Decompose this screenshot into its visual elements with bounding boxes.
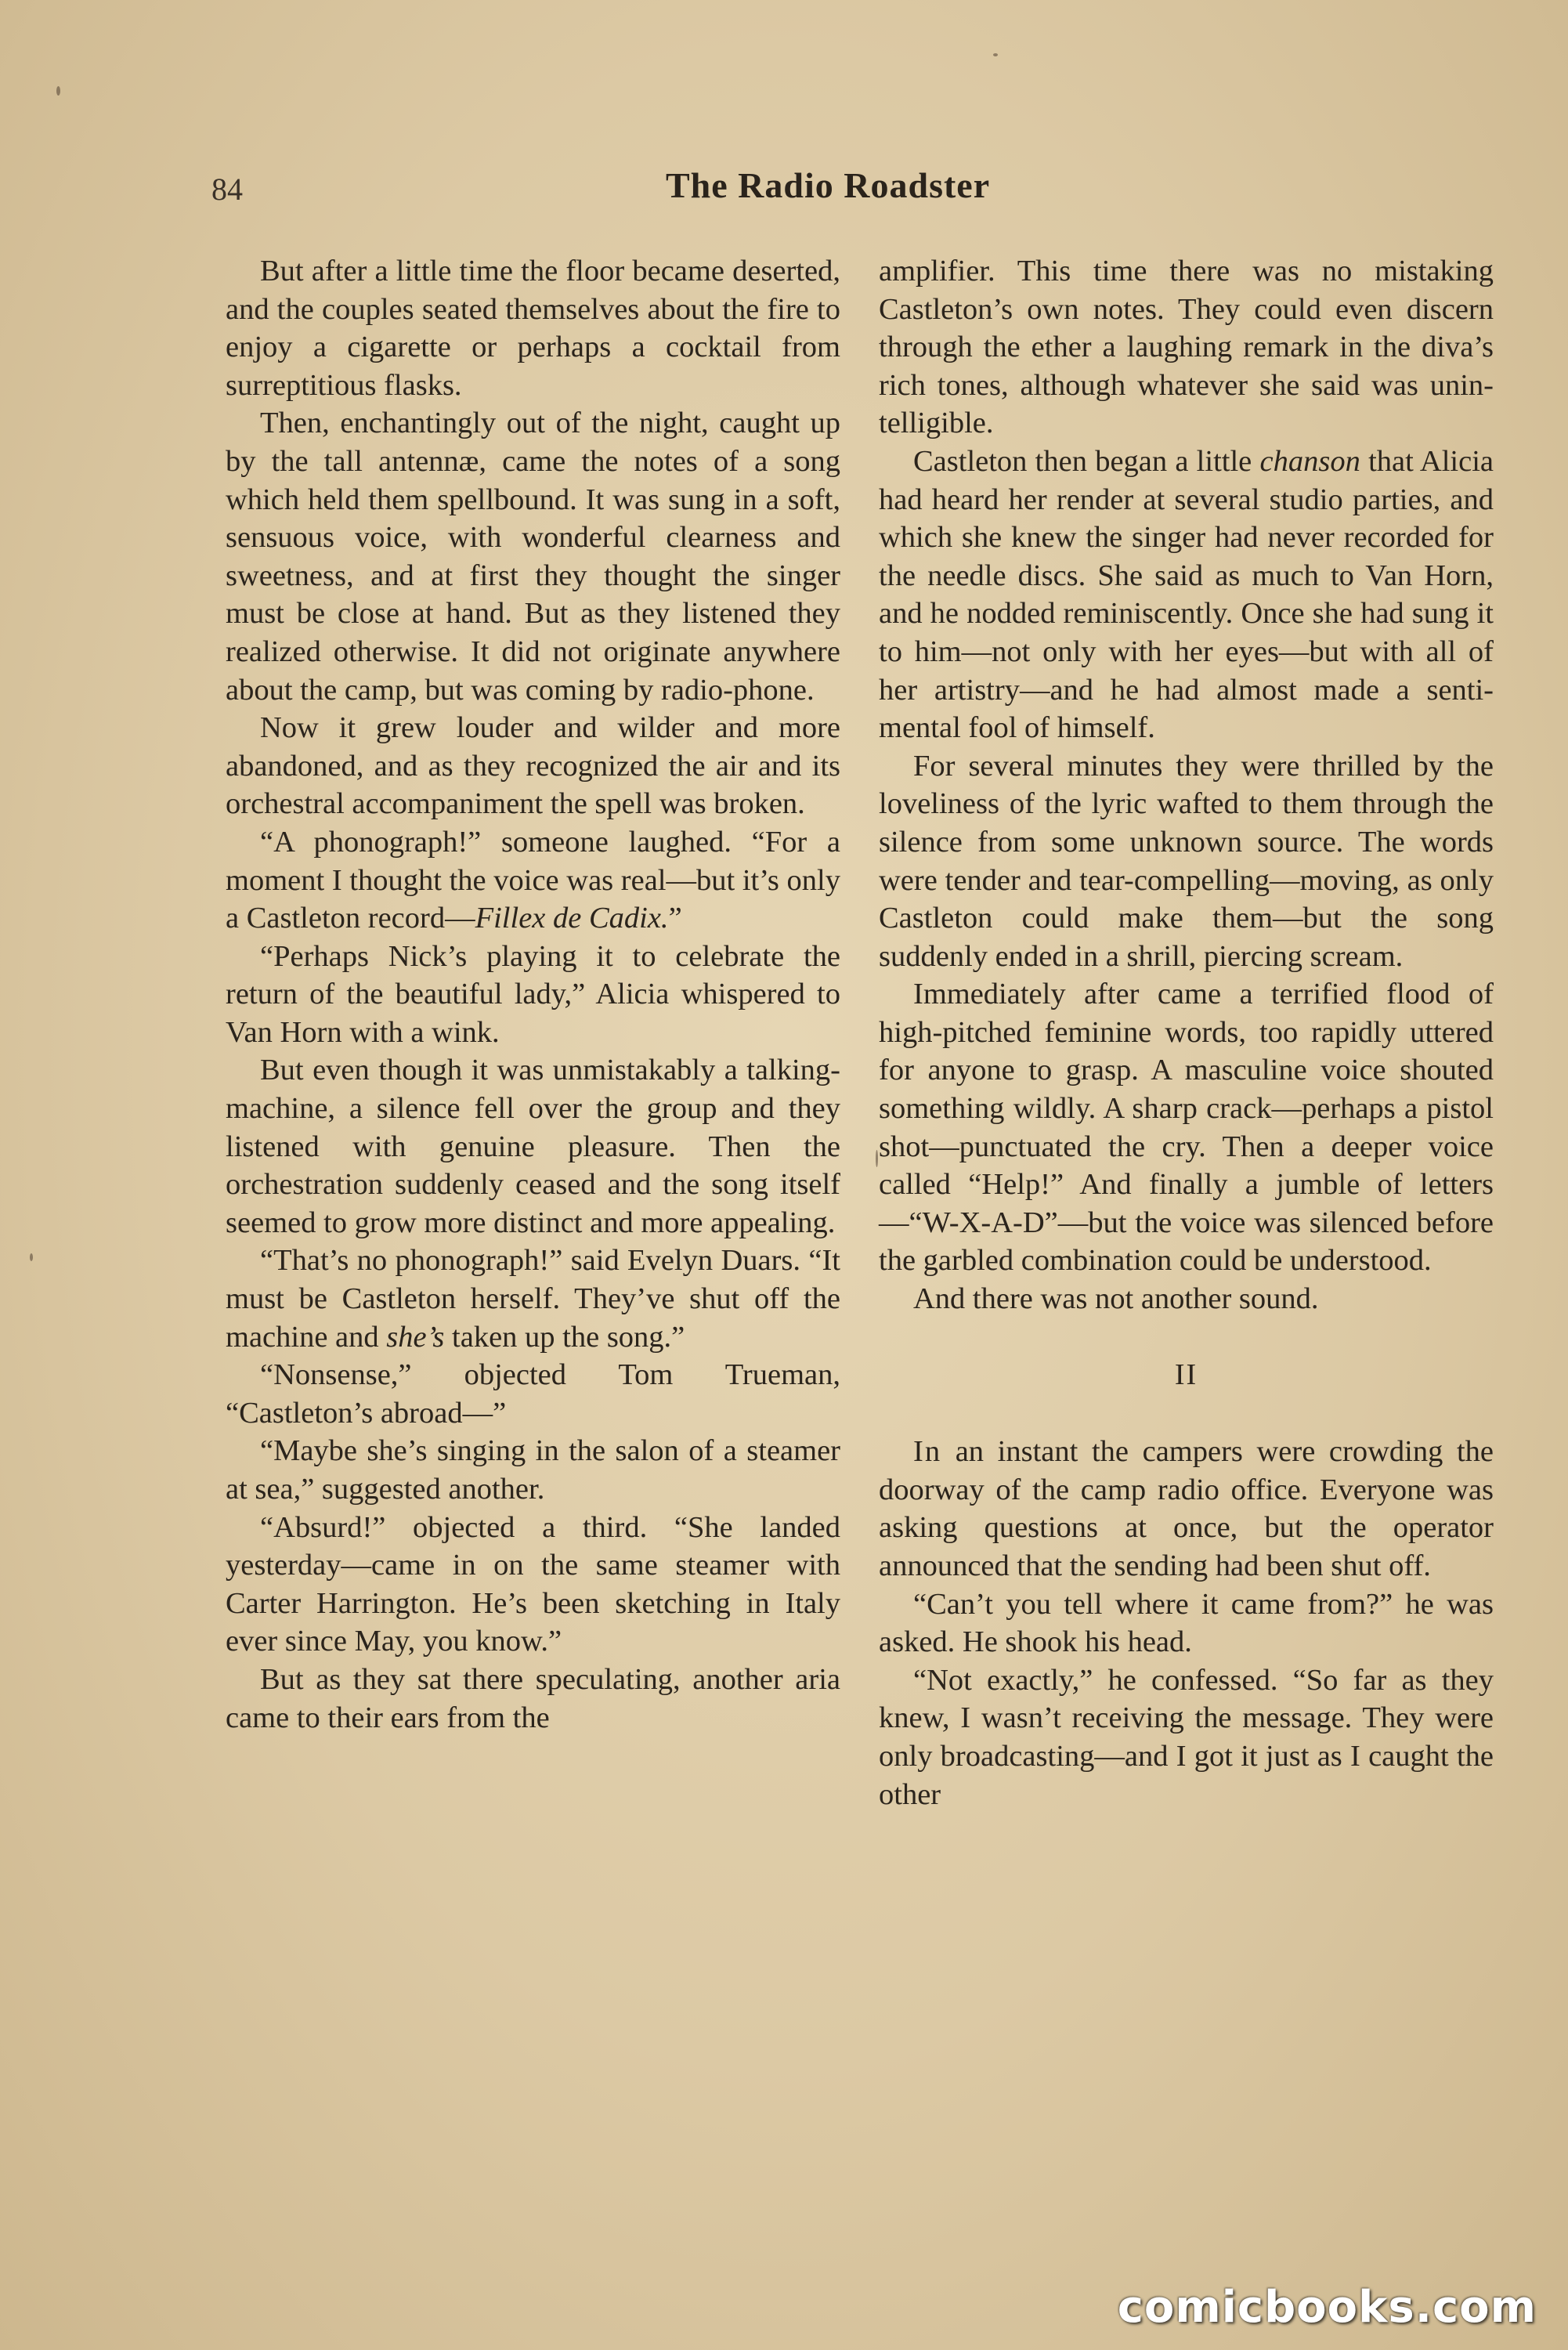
running-title: The Radio Roadster (666, 165, 991, 205)
watermark-logo: comicbooks.com (1117, 2282, 1537, 2333)
paragraph (879, 443, 1494, 747)
paragraph-text: “That’s no phonograph!” said Evelyn Duars. “It must be Castleton herself. They’ve shut off the machine and (226, 1244, 840, 1354)
paragraph: Immediately after came a terrified flood of high-pitched feminine words, too rapidly uttered for anyone to grasp. A masculine voice shouted something wildly. A sharp crack—perhaps a pistol shot—punctuated the cry. Then a deeper voice called “Help!” And finally a jumble of letters—“W-X-A-D”—but the voice was silenced before the garbled combination could be understood. (879, 978, 1494, 1278)
chanson-word: chanson (1259, 444, 1360, 478)
paragraph-text: an instant the campers were crowding the doorway of the camp radio office. Everyone was asking questions at once, but the operator announced that the sending had been shut off. (879, 1435, 1494, 1582)
paragraph-text: taken up the song.” (444, 1320, 685, 1354)
page-header (211, 164, 1427, 219)
section-lead-word: In (913, 1435, 942, 1469)
paragraph: “Absurd!” objected a third. “She landed yesterday—came in on the same steamer with Carter Harrington. He’s been sketching in Italy ever since May, you know.” (226, 1510, 840, 1658)
paragraph: For several minutes they were thrilled by the loveliness of the lyric wafted to them through the silence from some unknown source. The words were tender and tear-compelling—moving, as only Castleton could make them—but the song suddenly ended in a shrill, piercing scream. (879, 749, 1494, 973)
paragraph: Now it grew louder and wilder and more abandoned, and as they recognized the air and its orchestral accompaniment the spell was broken. (226, 711, 840, 821)
left-text-column (226, 252, 840, 1737)
record-title: Fillex de Cadix. (475, 902, 669, 935)
paragraph-text: “A phonograph!” someone laughed. “For a moment I thought the voice was real—but it’s only a Castleton record— (226, 825, 840, 935)
page-number: 84 (211, 172, 243, 207)
paper-speck (993, 53, 998, 56)
paper-speck (30, 1253, 33, 1261)
paper-speck (56, 86, 60, 96)
section-number: II (1174, 1358, 1198, 1391)
paragraph: “Can’t you tell where it came from?” he was asked. He shook his head. (879, 1587, 1494, 1659)
paragraph: Then, enchantingly out of the night, caught up by the tall antennæ, came the notes of a song which held them spellbound. It was sung in a soft, sensuous voice, with wonderful clearness and sweetness, and at first they thought the singer must be close at hand. But as they listened they realized otherwise. It did not originate anywhere about the camp, but was coming by radio-phone. (226, 407, 840, 707)
paragraph: But as they sat there speculating, another aria came to their ears from the (226, 1662, 840, 1734)
paragraph-text: that Alicia had heard her render at several studio parties, and which she knew the singer had never recorded for the needle discs. She said as much to Van Horn, and he nodded reminiscently. Once she had sung it to him—not only with her eyes—but with all of her artistry—and he had almost made a sentimental fool of himself. (879, 444, 1494, 745)
paragraph: And there was not another sound. (913, 1282, 1319, 1316)
paragraph (226, 823, 840, 938)
paragraph: “Nonsense,” objected Tom Trueman, “Castleton’s abroad—” (226, 1358, 840, 1430)
paragraph: “Perhaps Nick’s playing it to celebrate the return of the beautiful lady,” Alicia whispered to Van Horn with a wink. (226, 939, 840, 1049)
paragraph: “Maybe she’s singing in the salon of a steamer at sea,” suggested another. (226, 1434, 840, 1506)
paragraph-text: Castleton then began a little (913, 444, 1260, 478)
right-text-column (879, 252, 1494, 1813)
paper-speck (876, 1150, 878, 1167)
paragraph (226, 1242, 840, 1356)
paragraph: But even though it was unmistakably a talking-machine, a silence fell over the group and they listened with genuine pleasure. Then the orchestration suddenly ceased and the song itself seemed to grow more distinct and more appealing. (226, 1054, 840, 1239)
closing-quote: ” (668, 902, 682, 935)
emphasis-word: she’s (386, 1320, 445, 1354)
paragraph (879, 1433, 1494, 1585)
paragraph: amplifier. This time there was no mistaking Castleton’s own notes. They could even discern through the ether a laughing remark in the diva’s rich tones, although whatever she said was unintelligible. (879, 255, 1494, 440)
paragraph: “Not exactly,” he confessed. “So far as they knew, I wasn’t receiving the message. They were only broadcasting—and I got it just as I caught the other (879, 1663, 1494, 1811)
paragraph: But after a little time the floor became deserted, and the couples seated themselves about the fire to enjoy a cigarette or perhaps a cocktail from surreptitious flasks. (226, 255, 840, 402)
